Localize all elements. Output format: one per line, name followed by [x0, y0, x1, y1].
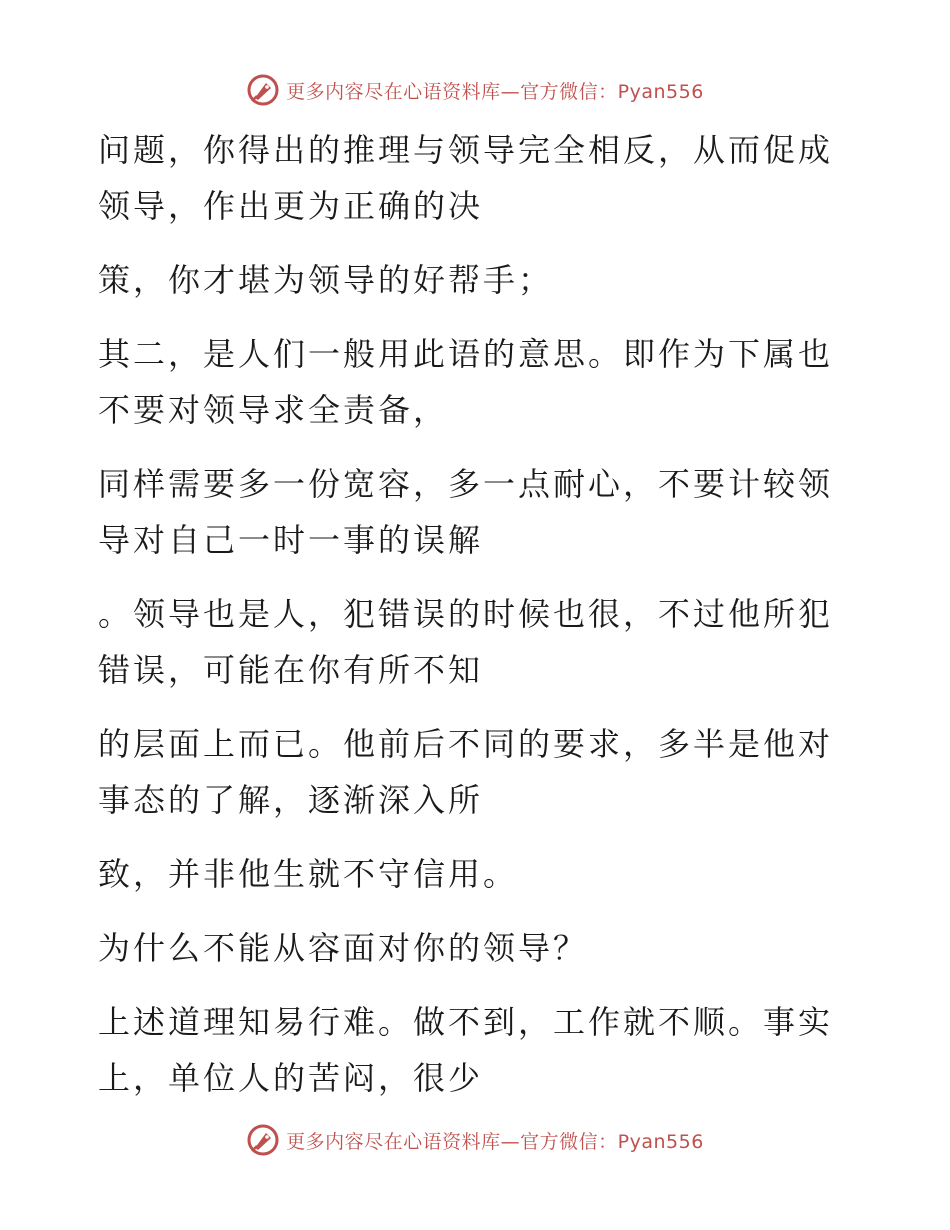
paragraph-line: 不要对领导求全责备，: [98, 391, 449, 429]
paragraph-8: [98, 920, 838, 976]
paragraph-line: 同样需要多一份宽容，多一点耐心，不要计较领: [98, 465, 834, 503]
paragraph-line: 上述道理知易行难。做不到，工作就不顺。事实: [98, 1003, 834, 1041]
paragraph-4: [98, 456, 838, 568]
paragraph-line: 的层面上而已。他前后不同的要求，多半是他对: [98, 725, 834, 763]
paragraph-6: [98, 716, 838, 828]
footer-banner: [0, 1120, 950, 1160]
paragraph-line: 上，单位人的苦闷，很少: [98, 1059, 484, 1097]
paragraph-line: 。领导也是人，犯错误的时候也很，不过他所犯: [98, 595, 834, 633]
header-banner-text: 更多内容尽在心语资料库—官方微信：Pyan556: [286, 80, 704, 103]
paragraph-line: 领导，作出更为正确的决: [98, 187, 484, 225]
pen-nib-logo-icon: [246, 73, 280, 107]
paragraph-2: [98, 252, 838, 308]
document-body: [98, 122, 838, 1124]
paragraph-line: 错误，可能在你有所不知: [98, 651, 484, 689]
paragraph-line: 其二，是人们一般用此语的意思。即作为下属也: [98, 335, 834, 373]
paragraph-5: [98, 586, 838, 698]
paragraph-line: 事态的了解，逐渐深入所: [98, 781, 484, 819]
paragraph-line: 致，并非他生就不守信用。: [98, 855, 519, 893]
paragraph-3: [98, 326, 838, 438]
paragraph-7: [98, 846, 838, 902]
paragraph-line: 问题，你得出的推理与领导完全相反，从而促成: [98, 131, 834, 169]
paragraph-line: 为什么不能从容面对你的领导？: [98, 929, 589, 967]
paragraph-line: 策，你才堪为领导的好帮手；: [98, 261, 554, 299]
pen-nib-logo-icon: [246, 1123, 280, 1157]
paragraph-1: [98, 122, 838, 234]
header-banner: [0, 70, 950, 110]
footer-banner-text: 更多内容尽在心语资料库—官方微信：Pyan556: [286, 1130, 704, 1153]
paragraph-line: 导对自己一时一事的误解: [98, 521, 484, 559]
paragraph-9: [98, 994, 838, 1106]
